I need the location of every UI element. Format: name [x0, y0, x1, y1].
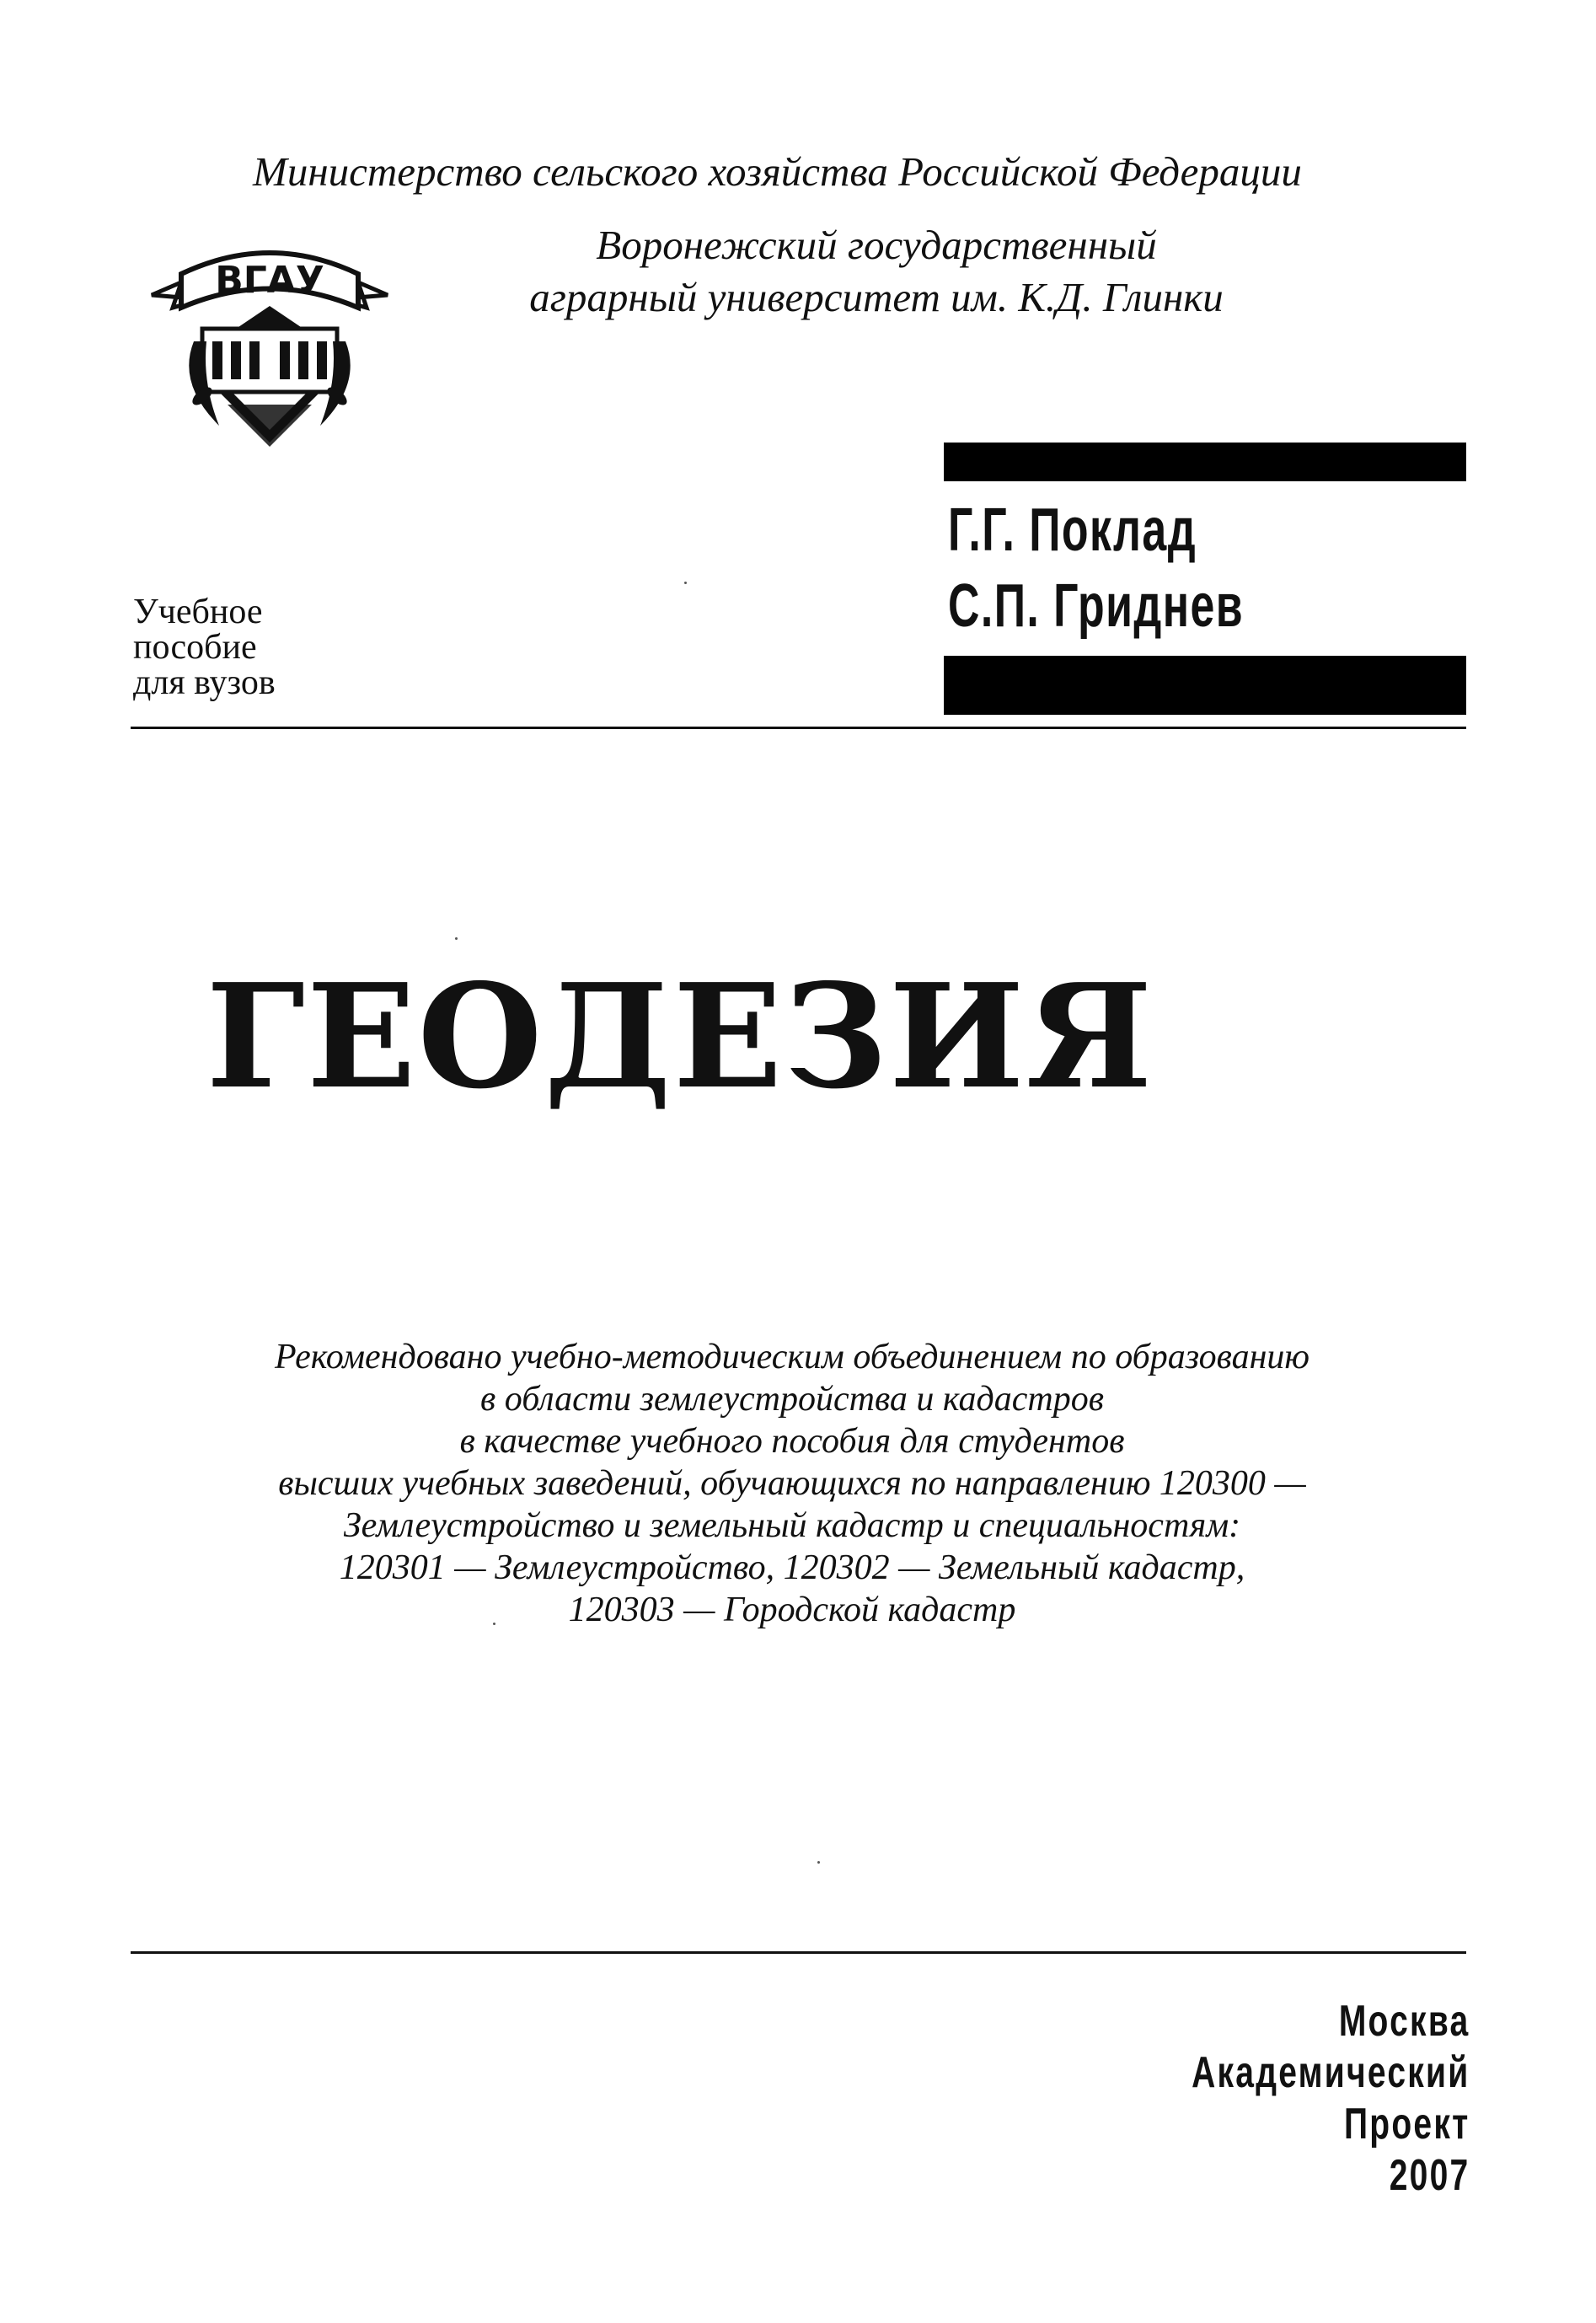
recommendation-line: высших учебных заведений, обучающихся по направлению 120300 —: [278, 1464, 1306, 1503]
publisher-name-line-2: Проект: [1343, 2100, 1470, 2149]
recommendation-line: 120303 — Городской кадастр: [568, 1591, 1016, 1629]
recommendation-line: в качестве учебного пособия для студентов: [459, 1422, 1125, 1461]
publisher-city: Москва: [1338, 1997, 1470, 2046]
university-line-2: аграрный университет им. К.Д. Глинки: [529, 274, 1224, 320]
divider-bottom: [131, 1951, 1466, 1954]
publisher-year: 2007: [1389, 2151, 1470, 2200]
university-name: [472, 219, 1281, 324]
author-name: Г.Г. Поклад: [948, 496, 1197, 564]
divider-top: [131, 727, 1466, 729]
recommendation-line: Рекомендовано учебно-методическим объединением по образованию: [274, 1338, 1310, 1376]
vgau-emblem-icon: [143, 215, 396, 451]
university-logo: [143, 215, 396, 451]
book-type-line: для вузов: [133, 663, 276, 702]
scan-speck: [455, 937, 458, 940]
book-type-line: пособие: [133, 628, 257, 667]
recommendation-line: в области землеустройства и кадастров: [480, 1380, 1104, 1419]
publisher-name-line-1: Академический: [1191, 2048, 1470, 2097]
ministry-line: Министерство сельского хозяйства Российской Федерации: [253, 148, 1302, 195]
recommendation-line: Землеустройство и земельный кадастр и специальностям:: [343, 1506, 1241, 1545]
author-name: С.П. Гриднев: [948, 572, 1245, 640]
scan-speck: [817, 1861, 820, 1864]
recommendation-line: 120301 — Землеустройство, 120302 — Земельный кадастр,: [339, 1548, 1245, 1587]
author-block-bottom-bar: [944, 656, 1466, 715]
book-type-label: [133, 594, 276, 700]
book-type-line: Учебное: [133, 593, 263, 631]
scan-speck: [684, 582, 687, 584]
recommendation-text: [118, 1336, 1466, 1631]
publisher-block: [1099, 1996, 1470, 2202]
logo-text: ВГАУ: [215, 259, 324, 302]
author-block-top-bar: [944, 443, 1466, 481]
scan-speck: [493, 1623, 495, 1625]
book-title: ГЕОДЕЗИЯ: [206, 952, 1154, 1121]
university-line-1: Воронежский государственный: [596, 222, 1157, 268]
